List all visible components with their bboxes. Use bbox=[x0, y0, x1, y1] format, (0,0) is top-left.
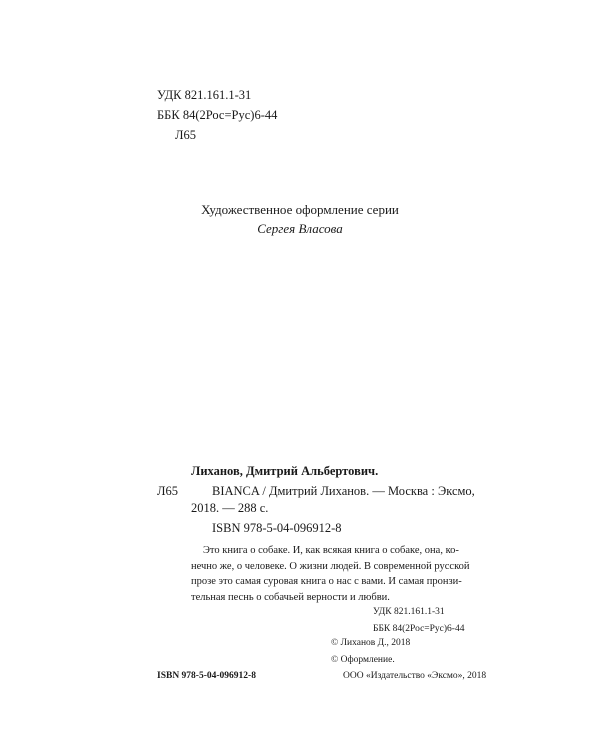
bbk-code: ББК 84(2Рос=Рус)6-44 bbox=[157, 108, 278, 122]
catalog-title-line-2: 2018. — 288 с. bbox=[191, 501, 269, 515]
udk-code: УДК 821.161.1-31 bbox=[157, 88, 252, 102]
copyright-publisher: ООО «Издательство «Эксмо», 2018 bbox=[343, 671, 487, 681]
copyright-author: © Лиханов Д., 2018 bbox=[331, 638, 411, 648]
catalog-title-line-1: BIANCA / Дмитрий Лиханов. — Москва : Эксмо, bbox=[212, 484, 475, 498]
annotation-line: Это книга о собаке. И, как всякая книга о собаке, она, ко- bbox=[203, 545, 459, 556]
catalog-author-heading: Лиханов, Дмитрий Альбертович. bbox=[191, 464, 379, 478]
footer-isbn: ISBN 978-5-04-096912-8 bbox=[157, 671, 256, 681]
design-credit-name: Сергея Власова bbox=[257, 221, 343, 236]
annotation-line: нечно же, о человеке. О жизни людей. В современной русской bbox=[191, 560, 470, 572]
copyright-design: © Оформление. bbox=[331, 655, 395, 665]
catalog-author-mark: Л65 bbox=[157, 484, 178, 498]
design-credit-label: Художественное оформление серии bbox=[201, 202, 399, 217]
catalog-udk: УДК 821.161.1-31 bbox=[373, 607, 445, 617]
catalog-annotation bbox=[191, 543, 470, 605]
annotation-line: тельная песнь о собачьей верности и любви. bbox=[191, 591, 390, 603]
annotation-line: прозе это самая суровая книга о нас с вами. И самая пронзи- bbox=[191, 576, 462, 587]
catalog-bbk: ББК 84(2Рос=Рус)6-44 bbox=[373, 624, 465, 634]
catalog-isbn: ISBN 978-5-04-096912-8 bbox=[212, 521, 342, 535]
author-mark: Л65 bbox=[175, 128, 196, 142]
